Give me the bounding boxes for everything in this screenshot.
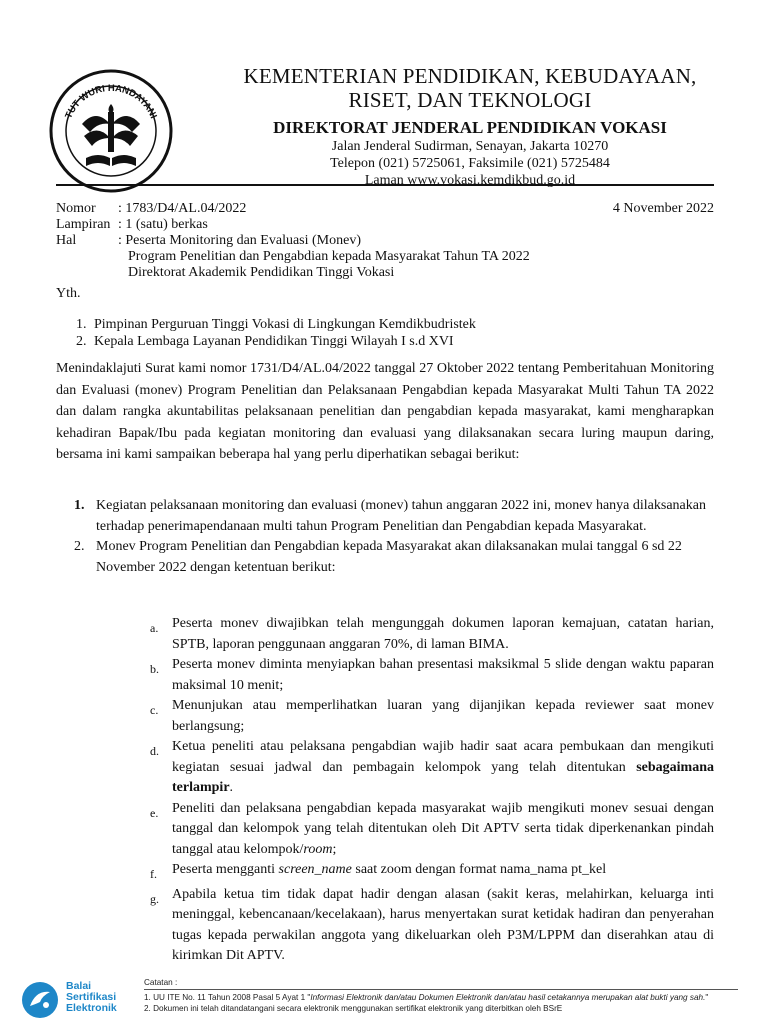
meta-hal	[56, 233, 716, 281]
notes-divider	[144, 989, 738, 990]
list-item	[56, 496, 714, 537]
salutation: Yth.	[56, 286, 81, 301]
recipient-list	[56, 316, 476, 350]
list-item	[56, 537, 714, 578]
point-number: 2.	[74, 539, 85, 554]
phone-fax: Telepon (021) 5725061, Faksimile (021) 5725484	[330, 156, 610, 171]
note-2: 2. Dokumen ini telah ditandatangani secara elektronik menggunakan sertifikat elektronik yang diterbitkan oleh BSrE	[144, 1004, 563, 1013]
condition-letter: c.	[150, 703, 159, 717]
condition-text: Peserta monev diminta menyiapkan bahan presentasi maksikmal 5 slide dengan waktu paparan maksimal 10 menit;	[172, 657, 714, 693]
condition-text	[172, 799, 714, 861]
bsre-logo-icon	[20, 980, 60, 1020]
footer	[0, 968, 768, 1024]
catatan-label: Catatan :	[144, 978, 178, 987]
condition-d-tail: .	[229, 780, 234, 795]
condition-text: Peserta monev diwajibkan telah mengunggah dokumen laporan kemajuan, catatan harian, SPTB, laporan penggunaan anggaran 70%, di laman BIMA.	[172, 616, 714, 652]
intro-paragraph: Menindaklajuti Surat kami nomor 1731/D4/AL.04/2022 tanggal 27 Oktober 2022 tentang Pemberitahuan Monitoring dan Evaluasi (monev) Program Penelitian dan Pelaksanaan Pengabdian kepada Masyarakat Multi Tahun TA 2022 dan dalam rangka akuntabilitas pelaksanaan penelitian dan pengabdian kepada masyarakat, kami mengharapkan kehadiran Bapak/Ibu pada kegiatan monitoring dan evaluasi yang dilaksanakan secara luring maupun daring, bersama ini kami sampaikan beberapa hal yang perlu diperhatikan sebagai berikut:	[56, 361, 714, 462]
list-item	[150, 655, 714, 696]
note1-suffix: "	[705, 993, 709, 1002]
bsre-line3: Elektronik	[66, 1002, 117, 1014]
condition-d-text: Ketua peneliti atau pelaksana pengabdian wajib hadir saat acara pembukaan dan mengikuti kegiatan sesuai jadwal dan pembagain kelompok yang telah ditentukan	[172, 739, 714, 775]
recipient-text: Kepala Lembaga Layanan Pendidikan Tinggi Wilayah I s.d XVI	[94, 334, 454, 349]
condition-letter: e.	[150, 805, 159, 820]
bsre-label	[66, 981, 117, 1014]
note1-prefix: 1. UU ITE No. 11 Tahun 2008 Pasal 5 Ayat 1 "	[144, 993, 311, 1002]
recipient-number: 2.	[76, 334, 87, 349]
nomor-label: Nomor	[56, 201, 96, 216]
note-1	[144, 992, 754, 1003]
recipient-number: 1.	[76, 317, 87, 332]
condition-f-pre: Peserta mengganti	[172, 862, 276, 877]
hal-label: Hal	[56, 233, 77, 248]
list-item	[150, 614, 714, 655]
condition-list	[150, 614, 714, 967]
recipient-text: Pimpinan Perguruan Tinggi Vokasi di Lingkungan Kemdikbudristek	[94, 317, 476, 332]
hal-value	[118, 233, 716, 281]
lampiran-label: Lampiran	[56, 217, 111, 232]
svg-text:TUT WURI HANDAYANI: TUT WURI HANDAYANI	[63, 82, 159, 121]
hal-line3: Direktorat Akademik Pendidikan Tinggi Vokasi	[128, 265, 395, 280]
condition-e-tail: ;	[332, 841, 337, 857]
website: Laman www.vokasi.kemdikbud.go.id	[364, 173, 576, 188]
bsre-line2: Sertifikasi	[66, 991, 117, 1003]
condition-d-bold: sebagaimana terlampir	[172, 759, 715, 795]
list-item	[56, 316, 476, 333]
condition-e-text: Peneliti dan pelaksana pengabdian kepada masyarakat wajib mengikuti monev sesuai dengan tanggal dan kelompok yang telah ditentukan oleh Dit APTV serta tidak diperkenankan pindah tanggal atau kelompok/	[172, 800, 714, 857]
hal-line2: Program Penelitian dan Pengabdian kepada Masyarakat Tahun TA 2022	[128, 249, 530, 264]
letter-meta	[56, 201, 716, 281]
list-item	[150, 885, 714, 967]
list-item	[150, 860, 714, 885]
condition-text	[172, 860, 714, 885]
list-item	[150, 737, 714, 799]
ministry-name-line1: KEMENTERIAN PENDIDIKAN, KEBUDAYAAN,	[243, 64, 697, 88]
list-item	[56, 333, 476, 350]
condition-f-italic: screen_name	[278, 862, 352, 877]
letterhead-text	[180, 64, 760, 189]
point-text: Monev Program Penelitian dan Pengabdian kepada Masyarakat akan dilaksanakan mulai tanggal 6 sd 22 November 2022 dengan ketentuan berikut:	[96, 539, 682, 575]
lampiran-value: : 1 (satu) berkas	[118, 217, 208, 232]
ministry-name-line2: RISET, DAN TEKNOLOGI	[348, 88, 592, 112]
point-list	[56, 496, 714, 578]
bsre-line1: Balai	[66, 980, 92, 992]
meta-lampiran	[56, 217, 716, 233]
condition-letter: d.	[150, 744, 159, 758]
condition-letter: b.	[150, 662, 159, 676]
footer-notes	[144, 977, 754, 1014]
condition-text	[172, 737, 714, 799]
condition-letter: f.	[150, 867, 157, 881]
nomor-value: : 1783/D4/AL.04/2022	[118, 201, 247, 216]
note1-italic: Informasi Elektronik dan/atau Dokumen Elektronik dan/atau hasil cetakannya merupakan alat bukti yang sah.	[310, 993, 706, 1002]
address: Jalan Jenderal Sudirman, Senayan, Jakarta 10270	[331, 139, 609, 154]
condition-text: Menunjukan atau memperlihatkan luaran yang dijanjikan kepada reviewer saat monev berlangsung;	[172, 698, 714, 734]
list-item	[150, 696, 714, 737]
tut-wuri-handayani-logo	[46, 66, 176, 196]
condition-f-text: saat zoom dengan format nama_nama pt_kel	[355, 862, 607, 877]
directorate-name: DIREKTORAT JENDERAL PENDIDIKAN VOKASI	[273, 118, 667, 137]
condition-e-italic: room	[303, 841, 333, 857]
letterhead	[0, 0, 768, 190]
letterhead-divider	[56, 184, 714, 186]
letter-date: 4 November 2022	[612, 201, 714, 216]
point-number: 1.	[74, 498, 85, 513]
list-item	[150, 799, 714, 861]
condition-text: Apabila ketua tim tidak dapat hadir dengan alasan (sakit keras, melahirkan, keluarga inti meninggal, kebencanaan/kecelakaan), harus menyertakan surat ketidak hadiran dan penyerahan tugas kepada perwakilan anggota yang dikeluarkan oleh P3M/LPPM dan diserahkan atau di kirimkan Dit APTV.	[172, 886, 714, 963]
point-text: Kegiatan pelaksanaan monitoring dan evaluasi (monev) tahun anggaran 2022 ini, monev hanya dilaksanakan terhadap penerimapendanaan multi tahun Program Penelitian dan Pengabdian kepada Masyarakat.	[96, 498, 706, 534]
condition-letter: a.	[150, 621, 159, 635]
condition-letter: g.	[150, 891, 159, 906]
hal-line1: : Peserta Monitoring dan Evaluasi (Monev)	[118, 233, 362, 248]
